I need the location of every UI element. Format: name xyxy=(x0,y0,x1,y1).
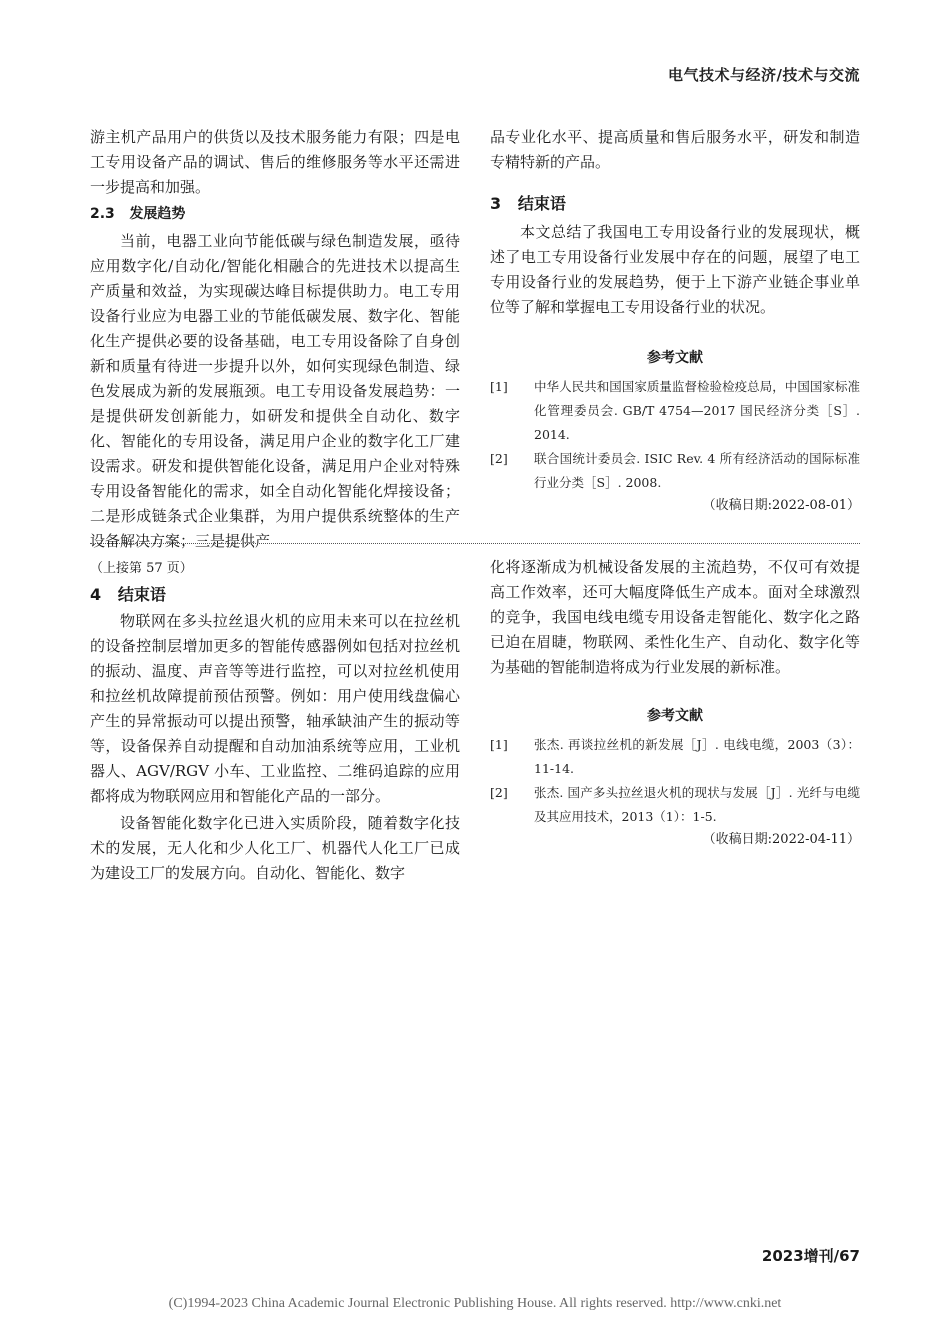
section-divider xyxy=(90,543,860,544)
body-paragraph: 设备智能化数字化已进入实质阶段，随着数字化技术的发展，无人化和少人化工厂、机器代人化工厂已成为建设工厂的发展方向。自动化、智能化、数字 xyxy=(90,814,460,882)
body-paragraph: 当前，电器工业向节能低碳与绿色制造发展，亟待应用数字化/自动化/智能化相融合的先进技术以提高生产质量和效益，为实现碳达峰目标提供助力。电工专用设备行业应为电器工业的节能低碳发展、数字化、智能化生产提供必要的设备基础，电工专用设备除了自身创新和质量有待进一步提升以外，如何实现绿色制造、绿色发展成为新的发展瓶颈。电工专用设备发展趋势：一是提供研发创新能力，如研发和提供全自动化、数字化、智能化的专用设备，满足用户企业的数字化工厂建设需求。研发和提供智能化设备，满足用户企业对特殊专用设备智能化的需求，如全自动化智能化焊接设备；二是形成链条式企业集群，为用户提供系统整体的生产设备解决方案；三是提供产 xyxy=(90,232,460,550)
lower-left-column xyxy=(90,558,460,886)
received-date: （收稿日期:2022-08-01） xyxy=(702,498,860,513)
section-title: 结束语 xyxy=(117,585,166,604)
continued-paragraph: 游主机产品用户的供货以及技术服务能力有限；四是电工专用设备产品的调试、售后的维修服务等水平还需进一步提高和加强。 xyxy=(90,128,460,196)
body-paragraph: 本文总结了我国电工专用设备行业的发展现状，概述了电工专用设备行业发展中存在的问题，展望了电工专用设备行业的发展趋势，便于上下游产业链企事业单位等了解和掌握电工专用设备行业的状况。 xyxy=(490,223,860,316)
continued-paragraph: 品专业化水平、提高质量和售后服务水平，研发和制造专精特新的产品。 xyxy=(490,128,860,171)
reference-text: 张杰. 再谈拉丝机的新发展［J］. 电线电缆，2003（3）：11-14. xyxy=(534,737,860,776)
reference-item xyxy=(490,375,860,447)
lower-right-column xyxy=(490,555,860,851)
reference-text: 中华人民共和国国家质量监督检验检疫总局，中国国家标准化管理委员会. GB/T 4754—2017 国民经济分类［S］. 2014. xyxy=(534,379,860,442)
upper-right-column xyxy=(490,125,860,517)
reference-number: [2] xyxy=(490,785,508,800)
section-heading xyxy=(490,191,860,216)
section-heading xyxy=(90,582,460,607)
reference-number: [1] xyxy=(490,379,508,394)
reference-item xyxy=(490,733,860,781)
section-title: 结束语 xyxy=(517,194,566,213)
continued-from-note: （上接第 57 页） xyxy=(90,561,193,576)
journal-running-header: 电气技术与经济/技术与交流 xyxy=(668,66,860,84)
reference-text: 张杰. 国产多头拉丝退火机的现状与发展［J］. 光纤与电缆及其应用技术，2013（1）：1-5. xyxy=(534,785,860,824)
subsection-title: 发展趋势 xyxy=(129,206,186,222)
references-title: 参考文献 xyxy=(647,350,703,366)
upper-left-column xyxy=(90,125,460,554)
section-number: 3 xyxy=(490,194,502,213)
reference-text: 联合国统计委员会. ISIC Rev. 4 所有经济活动的国际标准行业分类［S］. 2008. xyxy=(534,451,860,490)
subsection-heading xyxy=(90,202,460,227)
section-number: 4 xyxy=(90,585,102,604)
subsection-number: 2.3 xyxy=(90,206,115,222)
received-date: （收稿日期:2022-04-11） xyxy=(702,832,860,847)
reference-item xyxy=(490,447,860,495)
copyright-watermark: (C)1994-2023 China Academic Journal Electronic Publishing House. All rights reserved. http://www.cnki.net xyxy=(168,1296,782,1311)
continued-paragraph: 化将逐渐成为机械设备发展的主流趋势，不仅可有效提高工作效率，还可大幅度降低生产成本。面对全球激烈的竞争，我国电线电缆专用设备走智能化、数字化之路已迫在眉睫，物联网、柔性化生产、自动化、数字化等为基础的智能制造将成为行业发展的新标准。 xyxy=(490,558,860,676)
reference-number: [2] xyxy=(490,451,508,466)
references-title: 参考文献 xyxy=(647,708,703,724)
body-paragraph: 物联网在多头拉丝退火机的应用未来可以在拉丝机的设备控制层增加更多的智能传感器例如包括对拉丝机的振动、温度、声音等等进行监控，可以对拉丝机使用和拉丝机故障提前预估预警。例如：用户使用线盘偏心产生的异常振动可以提出预警，轴承缺油产生的振动等等，设备保养自动提醒和自动加油系统等应用，工业机器人、AGV/RGV 小车、工业监控、二维码追踪的应用都将成为物联网应用和智能化产品的一部分。 xyxy=(90,612,460,805)
reference-item xyxy=(490,781,860,829)
page-number-label: 2023增刊/67 xyxy=(761,1247,860,1265)
reference-number: [1] xyxy=(490,737,508,752)
